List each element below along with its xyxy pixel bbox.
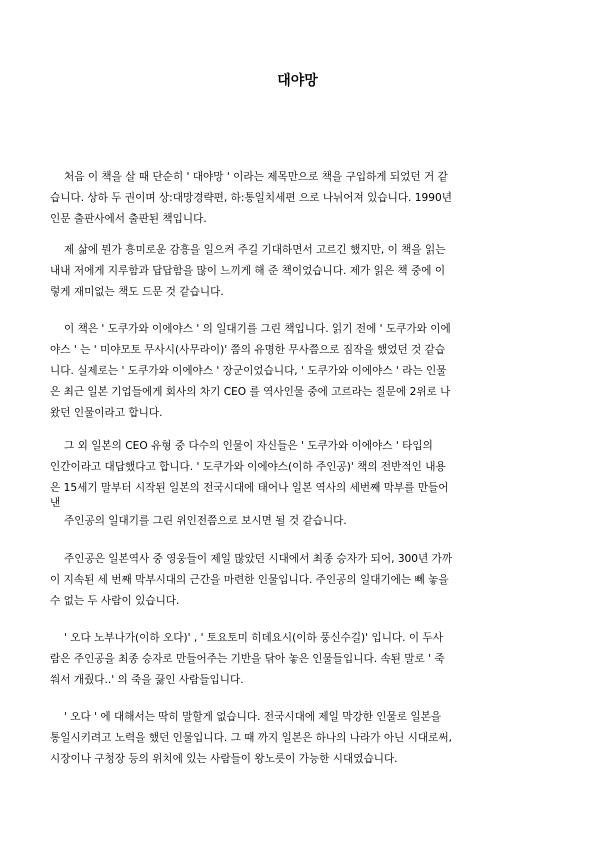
paragraph-line: 내내 저에게 지루함과 답답함을 많이 느끼게 해 준 책이었습니다. 제가 읽은 책 중에 이 <box>50 265 446 277</box>
paragraph-line: 렇게 재미없는 책도 드문 것 같습니다. <box>50 286 224 298</box>
paragraph-line: ' 오다 노부나가(이하 오다)' , ' 토요토미 히데요시(이하 풍신수길)' 입니다. 이 두사 <box>64 632 443 644</box>
paragraph-line: 주인공의 일대기를 그린 위인전쯤으로 보시면 될 것 같습니다. <box>64 515 347 527</box>
paragraph-7 <box>50 628 546 691</box>
paragraph-line: 수 없는 두 사람이 있습니다. <box>50 595 180 607</box>
paragraph-line: 니다. 실제로는 ' 도쿠가와 이에야스 ' 장군이었습니다, ' 도쿠가와 이에야스 ' 라는 인물 <box>50 365 447 377</box>
paragraph-line: 이 책은 ' 도쿠가와 이에야스 ' 의 일대기를 그린 책입니다. 읽기 전에 ' 도쿠가와 이에 <box>64 323 451 335</box>
paragraph-line: 왔던 인물이라고 합니다. <box>50 407 163 419</box>
paragraph-line: 은 15세기 말부터 시작된 일본의 전국시대에 태어나 일본 역사의 세번째 막부를 만들어 <box>50 482 449 494</box>
document-title: 대야망 <box>277 73 318 89</box>
paragraph-line: 람은 주인공을 최종 승자로 만들어주는 기반을 닦아 놓은 인물들입니다. 속된 말로 ' 죽 <box>50 653 445 665</box>
paragraph-6 <box>50 549 546 612</box>
paragraph-5 <box>50 511 546 532</box>
paragraph-line: 이 지속된 세 번째 막부시대의 근간을 마련한 인물입니다. 주인공의 일대기에는 뻬 놓을 <box>50 574 449 586</box>
paragraph-line: 처음 이 책을 살 때 단순히 ' 대야망 ' 이라는 제목만으로 책을 구입하게 되었던 거 같 <box>64 171 448 183</box>
paragraph-8 <box>50 707 546 770</box>
paragraph-line: 시장이나 구청장 등의 위치에 있는 사람들이 왕노릇이 가능한 시대였습니다. <box>50 753 398 765</box>
paragraph-line: 주인공은 일본역사 중 영웅들이 제일 많았던 시대에서 최종 승자가 되어, 300년 가까 <box>64 553 453 565</box>
paragraph-3 <box>50 319 546 424</box>
paragraph-line: 낸 <box>50 497 61 509</box>
paragraph-2 <box>50 240 546 303</box>
paragraph-line: 그 외 일본의 CEO 유형 중 다수의 인물이 자신들은 ' 도쿠가와 이에야스 ' 타입의 <box>64 440 433 452</box>
paragraph-line: 제 삶에 뭔가 흥미로운 감흥을 일으켜 주길 기대하면서 고르긴 했지만, 이 책을 읽는 <box>64 244 446 256</box>
paragraph-line: 습니다. 상하 두 권이며 상:대망경략편, 하:통일치세편 으로 나뉘어져 있습니다. 1990년 <box>50 192 452 204</box>
paragraph-line: ' 오다 ' 에 대해서는 딱히 말할게 없습니다. 전국시대에 제일 막강한 인물로 일본을 <box>64 711 442 723</box>
paragraph-line: 인문 출판사에서 출판된 책입니다. <box>50 213 207 225</box>
paragraph-line: 통일시키려고 노력을 했던 인물입니다. 그 때 까지 일본은 하나의 나라가 아닌 시대로써, <box>50 732 452 744</box>
paragraph-line: 야스 ' 는 ' 미야모토 무사시(사무라이)' 쯤의 유명한 무사쯤으로 짐작을 했었던 것 같습 <box>50 344 446 356</box>
paragraph-1 <box>50 167 546 230</box>
paragraph-line: 쒀서 개줬다..' 의 죽을 끓인 사람들입니다. <box>50 674 244 686</box>
paragraph-line: 은 최근 일본 기업들에게 회사의 차기 CEO 를 역사인물 중에 고르라는 질문에 2위로 나 <box>50 386 451 398</box>
paragraph-line: 인간이라고 대답했다고 합니다. ' 도쿠가와 이에야스(이하 주인공)' 책의 전반적인 내용 <box>50 461 446 473</box>
paragraph-4 <box>50 436 546 514</box>
